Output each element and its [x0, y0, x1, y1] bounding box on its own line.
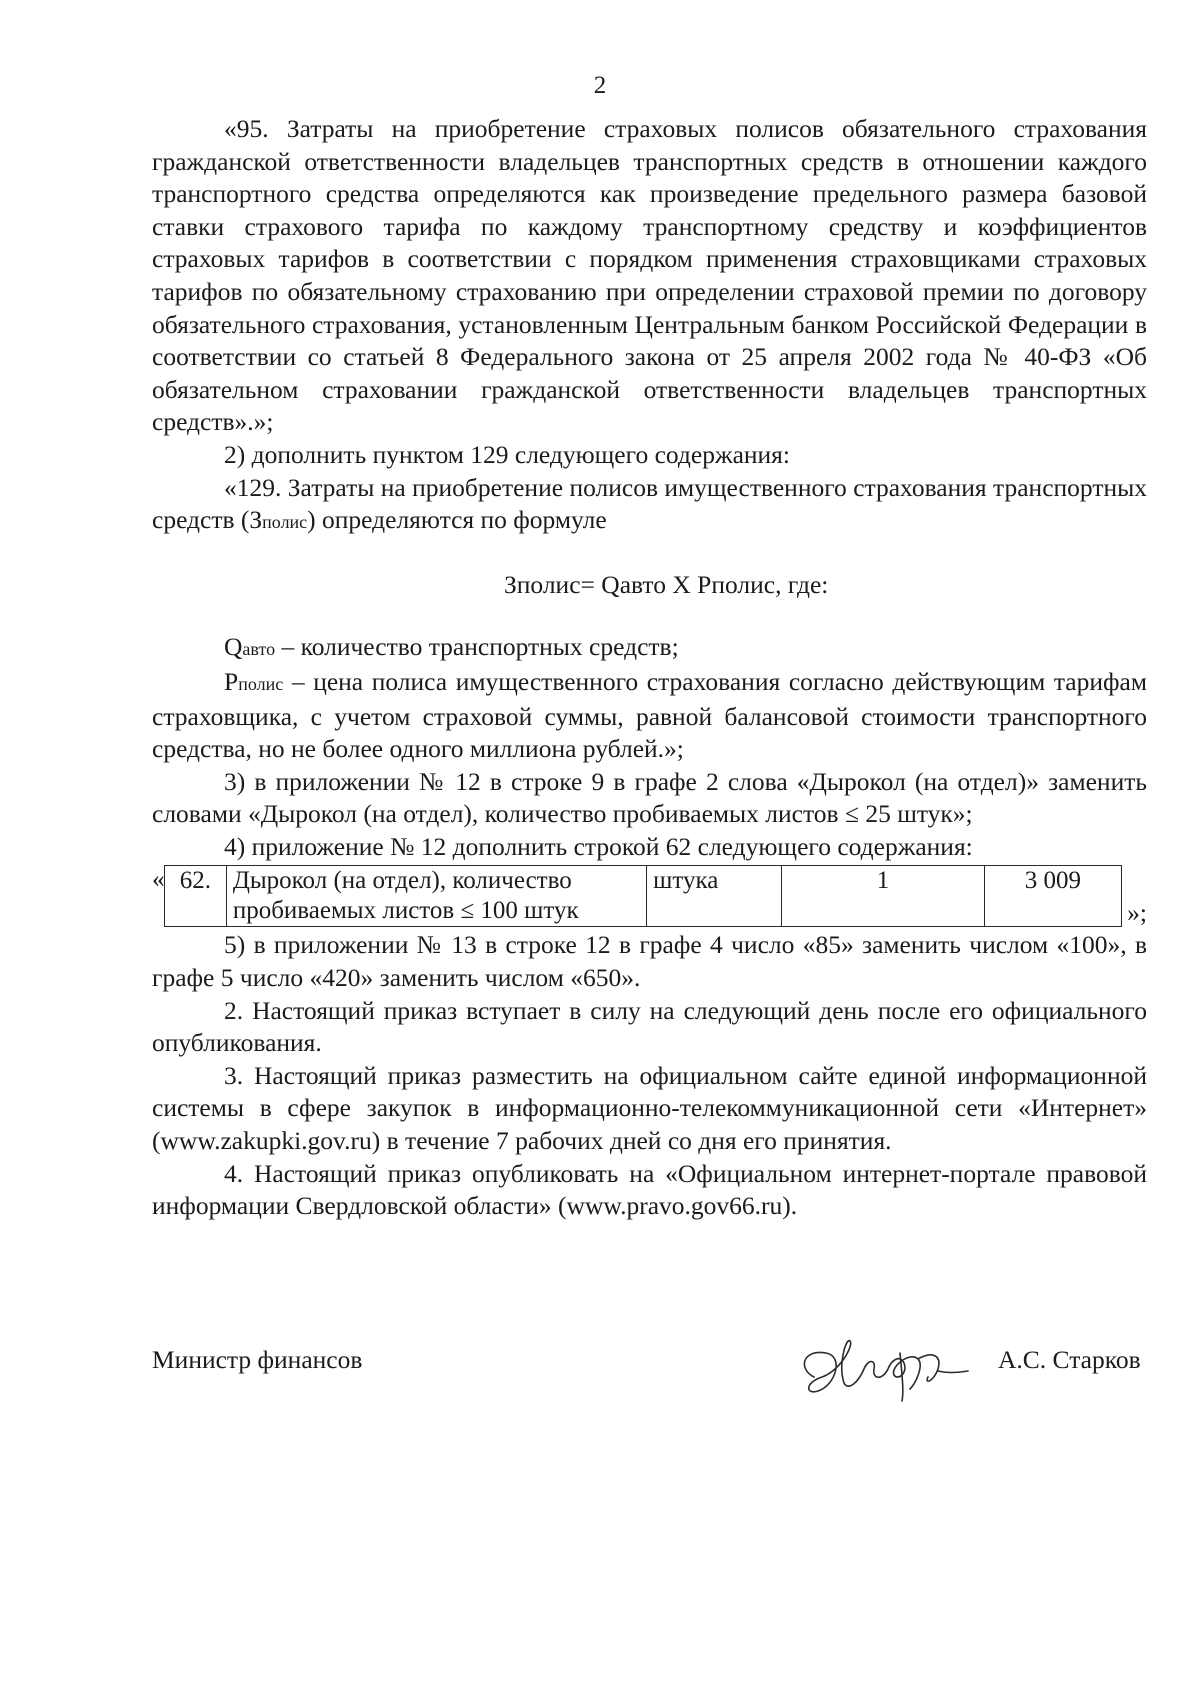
section-4: 4. Настоящий приказ опубликовать на «Официальном интернет-портале правовой информации Свердловской области» (www.pravo.gov66.ru). — [152, 1158, 1147, 1221]
signatory-name: А.С. Старков — [998, 1345, 1141, 1374]
qavto-dash: – — [275, 632, 301, 662]
amendment-table — [164, 865, 1122, 927]
cell-row-number: 62. — [165, 866, 227, 927]
signature-block — [152, 1325, 1152, 1405]
formula: Зполис= Qавто X Рполис, где: — [504, 569, 829, 599]
definition-qavto — [152, 631, 1147, 666]
cell-item-name: Дырокол (на отдел), количество пробиваемых листов ≤ 100 штук — [226, 866, 646, 927]
paragraph-129-text-end: ) определяются по формуле — [307, 505, 607, 535]
page-number: 2 — [593, 72, 607, 99]
cell-quantity: 1 — [782, 866, 984, 927]
table-row — [165, 866, 1122, 927]
table-close-quote: »; — [1127, 898, 1147, 928]
document-body — [152, 113, 1147, 1223]
paragraph-129-subscript: полис — [262, 512, 308, 533]
rpolis-text: – цена полиса имущественного страхования согласно действующим тарифам страховщика, с учетом страховой суммы, равной балансовой стоимости транспортного средства, но не более одного миллиона рублей.»; — [152, 666, 1147, 764]
table-open-quote: « — [152, 864, 165, 894]
paragraph-95: «95. Затраты на приобретение страховых полисов обязательного страхования гражданской ответственности владельцев транспортных средств в отношении каждого транспортного средства определяются как произведение предельного размера базовой ставки страхового тарифа по каждому транспортному средству и коэффициентов страховых тарифов в соответствии с порядком применения страховщиками страховых тарифов по обязательному страхованию при определении страховой премии по договору обязательного страхования, установленным Центральным банком Российской Федерации в соответствии со статьей 8 Федерального закона от 25 апреля 2002 года № 40-ФЗ «Об обязательном страховании гражданской ответственности владельцев транспортных средств».»; — [152, 114, 1147, 437]
qavto-text: количество транспортных средств; — [300, 632, 679, 662]
signatory-position: Министр финансов — [152, 1345, 363, 1374]
amendment-table-block — [152, 863, 1147, 929]
definition-rpolis — [152, 666, 1147, 766]
handwritten-signature — [792, 1325, 972, 1405]
cell-unit: штука — [647, 866, 782, 927]
paragraph-129 — [152, 472, 1147, 539]
qavto-subscript: авто — [242, 639, 276, 660]
cell-price: 3 009 — [984, 866, 1121, 927]
section-3: 3. Настоящий приказ разместить на официальном сайте единой информационной системы в сфере закупок в информационно-телекоммуникационной сети «Интернет» (www.zakupki.gov.ru) в течение 7 рабочих дней со дня его принятия. — [152, 1060, 1147, 1156]
qavto-symbol: Q — [224, 632, 243, 662]
paragraph-item-3: 3) в приложении № 12 в строке 9 в графе 2 слова «Дырокол (на отдел)» заменить словами «Дырокол (на отдел), количество пробиваемых листов ≤ 25 штук»; — [152, 766, 1147, 829]
paragraph-item-2: 2) дополнить пунктом 129 следующего содержания: — [224, 439, 790, 469]
paragraph-item-4: 4) приложение № 12 дополнить строкой 62 следующего содержания: — [224, 831, 973, 861]
rpolis-symbol: Р — [224, 666, 239, 696]
paragraph-item-5: 5) в приложении № 13 в строке 12 в графе 4 число «85» заменить числом «100», в графе 5 число «420» заменить числом «650». — [152, 930, 1147, 993]
section-2: 2. Настоящий приказ вступает в силу на следующий день после его официального опубликования. — [152, 995, 1147, 1058]
rpolis-subscript: полис — [238, 673, 284, 694]
paragraph-129-text-start: «129. Затраты на приобретение полисов имущественного страхования транспортных средств (З — [152, 472, 1147, 535]
